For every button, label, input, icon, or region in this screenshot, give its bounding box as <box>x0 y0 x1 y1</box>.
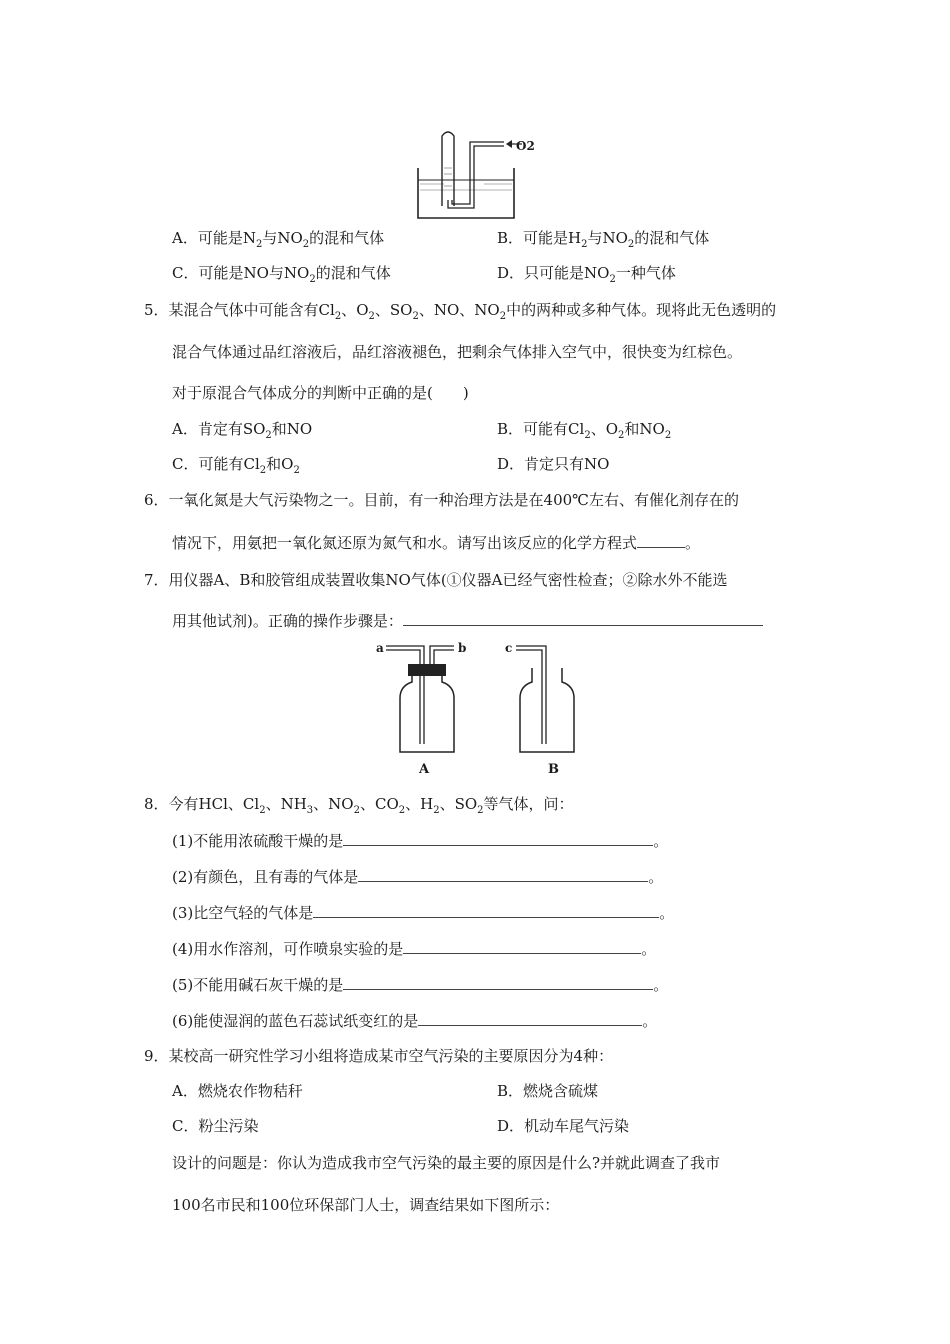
answer-blank[interactable] <box>313 902 659 918</box>
bottle-b-label: B <box>548 762 559 777</box>
q6-stem-line2: 情况下，用氨把一氧化氮还原为氮气和水。请写出该反应的化学方程式 。 <box>172 534 701 552</box>
q9-design-line2: 100名市民和100位环保部门人士，调查结果如下图所示： <box>172 1196 560 1214</box>
answer-blank[interactable] <box>358 866 648 882</box>
tube-c-label: c <box>505 641 513 655</box>
answer-blank[interactable] <box>403 938 641 954</box>
bottles-figure <box>370 640 580 780</box>
q5-option-d: D．肯定只有NO <box>497 455 610 473</box>
q4-option-d: D．只可能是$NO_2$一种气体 <box>497 264 676 285</box>
q8-item-4: (4)用水作溶剂，可作喷泉实验的是 。 <box>172 940 657 958</box>
o2-label: O2 <box>516 139 535 153</box>
q8-item-5: (5)不能用碱石灰干燥的是 。 <box>172 976 669 994</box>
q4-option-c: C．可能是NO与$NO_2$的混和气体 <box>172 264 391 285</box>
q9-option-b: B．燃烧含硫煤 <box>497 1082 599 1100</box>
q9-stem: 9．某校高一研究性学习小组将造成某市空气污染的主要原因分为4种： <box>144 1047 614 1065</box>
tube-a-label: a <box>376 641 384 655</box>
q7-stem-line1: 7．用仪器A、B和胶管组成装置收集NO气体(①仪器A已经气密性检查；②除水外不能选 <box>144 571 728 589</box>
answer-blank[interactable] <box>418 1010 642 1026</box>
q5-option-c: C．可能有$Cl_2$和$O_2$ <box>172 455 300 476</box>
q5-option-b: B．可能有$Cl_2$、$O_2$和$NO_2$ <box>497 420 672 441</box>
q5-option-a: A．肯定有$SO_2$和NO <box>172 420 313 441</box>
q9-option-d: D．机动车尾气污染 <box>497 1117 630 1135</box>
answer-blank[interactable] <box>343 830 653 846</box>
q9-option-c: C．粉尘污染 <box>172 1117 259 1135</box>
q7-stem-line2: 用其他试剂)。正确的操作步骤是： <box>172 610 763 631</box>
q4-option-b: B．可能是$H_2$与$NO_2$的混和气体 <box>497 229 710 250</box>
q8-item-6: (6)能使湿润的蓝色石蕊试纸变红的是 。 <box>172 1012 658 1030</box>
answer-blank[interactable] <box>343 974 653 990</box>
q5-stem-line1: 5．某混合气体中可能含有$Cl_2$、$O_2$、$SO_2$、NO、$NO_2$中的两种或多种气体。现将此无色透明的 <box>144 301 777 322</box>
answer-blank[interactable] <box>403 610 763 626</box>
q9-design-line1: 设计的问题是：你认为造成我市空气污染的最主要的原因是什么?并就此调查了我市 <box>172 1154 721 1172</box>
answer-blank[interactable] <box>637 532 685 548</box>
q8-item-3: (3)比空气轻的气体是 。 <box>172 904 675 922</box>
bottle-a-label: A <box>419 762 430 777</box>
q5-stem-line2: 混合气体通过品红溶液后，品红溶液褪色，把剩余气体排入空气中，很快变为红棕色。 <box>172 343 743 361</box>
q6-stem-line1: 6．一氧化氮是大气污染物之一。目前，有一种治理方法是在400℃左右、有催化剂存在的 <box>144 491 739 509</box>
q8-item-2: (2)有颜色，且有毒的气体是 。 <box>172 868 664 886</box>
q8-item-1: (1)不能用浓硫酸干燥的是 。 <box>172 832 669 850</box>
q8-stem: 8．今有HCl、$Cl_2$、$NH_3$、$NO_2$、$CO_2$、$H_2$、$SO_2$等气体，问： <box>144 795 574 816</box>
q4-option-a: A．可能是$N_2$与$NO_2$的混和气体 <box>172 229 385 250</box>
q5-stem-line3: 对于原混合气体成分的判断中正确的是( ) <box>172 384 469 402</box>
q9-option-a: A．燃烧农作物秸秆 <box>172 1082 303 1100</box>
tube-b-label: b <box>458 641 467 655</box>
